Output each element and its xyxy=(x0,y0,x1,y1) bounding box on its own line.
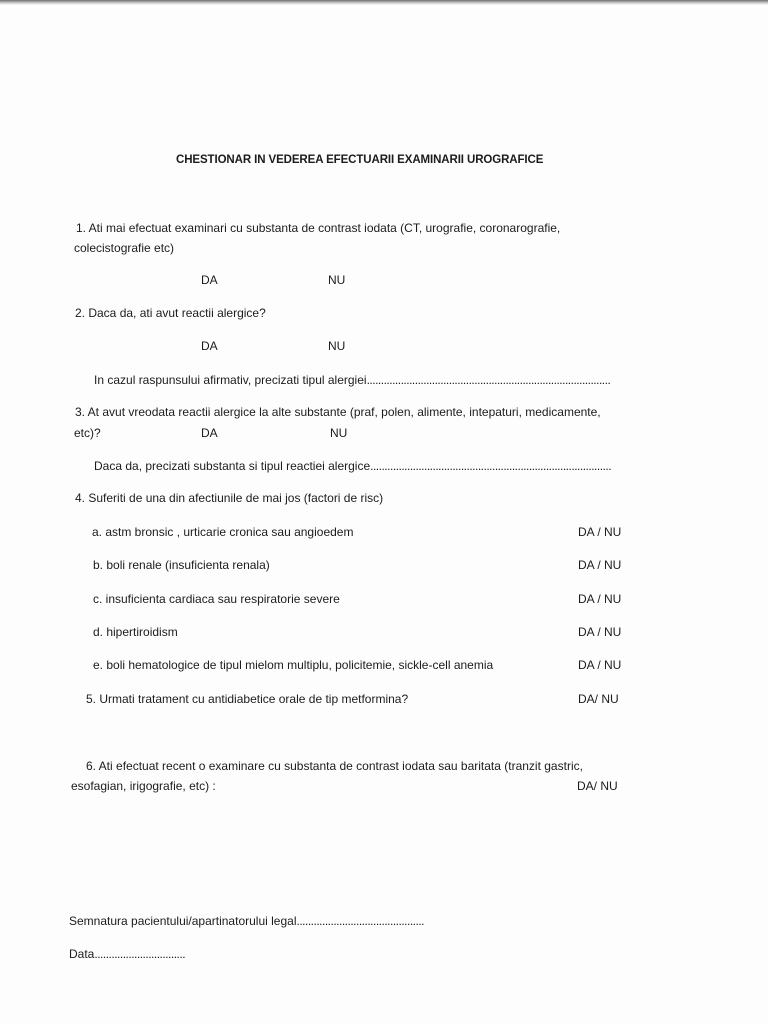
signature-line xyxy=(69,913,424,929)
question-3-followup-label: Daca da, precizati substanta si tipul reactiei alergice xyxy=(94,459,371,473)
question-2-followup-label: In cazul raspunsului afirmativ, precizati tipul alergiei xyxy=(94,373,367,387)
question-4-item-e-label: e. boli hematologice de tipul mielom multiplu, policitemie, sickle-cell anemia xyxy=(93,658,494,672)
document-title: CHESTIONAR IN VEDEREA EFECTUARII EXAMINARII UROGRAFICE xyxy=(176,154,544,166)
date-line xyxy=(69,946,185,962)
question-6-answer[interactable]: DA/ NU xyxy=(577,779,618,793)
question-4-item-b-answer[interactable]: DA / NU xyxy=(578,558,622,572)
question-4-item-a-answer[interactable]: DA / NU xyxy=(578,525,622,539)
question-3-line-1: 3. At avut vreodata reactii alergice la alte substante (praf, polen, alimente, intepaturi, medicamente, xyxy=(75,405,601,419)
question-1-line-2: colecistografie etc) xyxy=(74,241,175,255)
scan-top-edge xyxy=(0,0,768,5)
question-3-yes[interactable]: DA xyxy=(201,426,218,440)
question-2-followup xyxy=(94,372,610,388)
question-1-no[interactable]: NU xyxy=(328,273,346,287)
question-6-line-2: esofagian, irigografie, etc) : xyxy=(71,779,216,793)
question-5-text: 5. Urmati tratament cu antidiabetice orale de tip metformina? xyxy=(86,692,409,706)
signature-field[interactable]: ............................................. xyxy=(296,914,425,928)
question-4-text: 4. Suferiti de una din afectiunile de mai jos (factori de risc) xyxy=(75,491,384,505)
question-1-yes[interactable]: DA xyxy=(201,273,218,287)
question-3-followup xyxy=(94,458,611,474)
question-5-answer[interactable]: DA/ NU xyxy=(578,692,619,706)
question-4-item-c-label: c. insuficienta cardiaca sau respiratorie severe xyxy=(93,592,340,606)
question-4-item-c-answer[interactable]: DA / NU xyxy=(578,592,622,606)
question-4-item-d-answer[interactable]: DA / NU xyxy=(578,625,622,639)
question-6-line-1: 6. Ati efectuat recent o examinare cu substanta de contrast iodata sau baritata (tranzit gastric, xyxy=(86,759,583,773)
question-3-no[interactable]: NU xyxy=(330,426,348,440)
question-3-line-2: etc)? xyxy=(74,426,101,440)
date-field[interactable]: ................................ xyxy=(94,947,186,961)
question-2-followup-field[interactable]: ...................................................................................... xyxy=(366,373,611,387)
question-1-line-1: 1. Ati mai efectuat examinari cu substanta de contrast iodata (CT, urografie, coronarografie, xyxy=(76,221,561,235)
question-2-no[interactable]: NU xyxy=(328,339,346,353)
question-4-item-a-label: a. astm bronsic , urticarie cronica sau angioedem xyxy=(92,525,354,539)
signature-label: Semnatura pacientului/apartinatorului legal xyxy=(69,914,297,928)
question-4-item-d-label: d. hipertiroidism xyxy=(93,625,178,639)
question-4-item-b-label: b. boli renale (insuficienta renala) xyxy=(93,558,270,572)
question-3-followup-field[interactable]: ..................................................................................... xyxy=(370,459,612,473)
date-label: Data xyxy=(69,947,95,961)
question-4-item-e-answer[interactable]: DA / NU xyxy=(578,658,622,672)
question-2-yes[interactable]: DA xyxy=(201,339,218,353)
question-2-text: 2. Daca da, ati avut reactii alergice? xyxy=(75,306,266,320)
